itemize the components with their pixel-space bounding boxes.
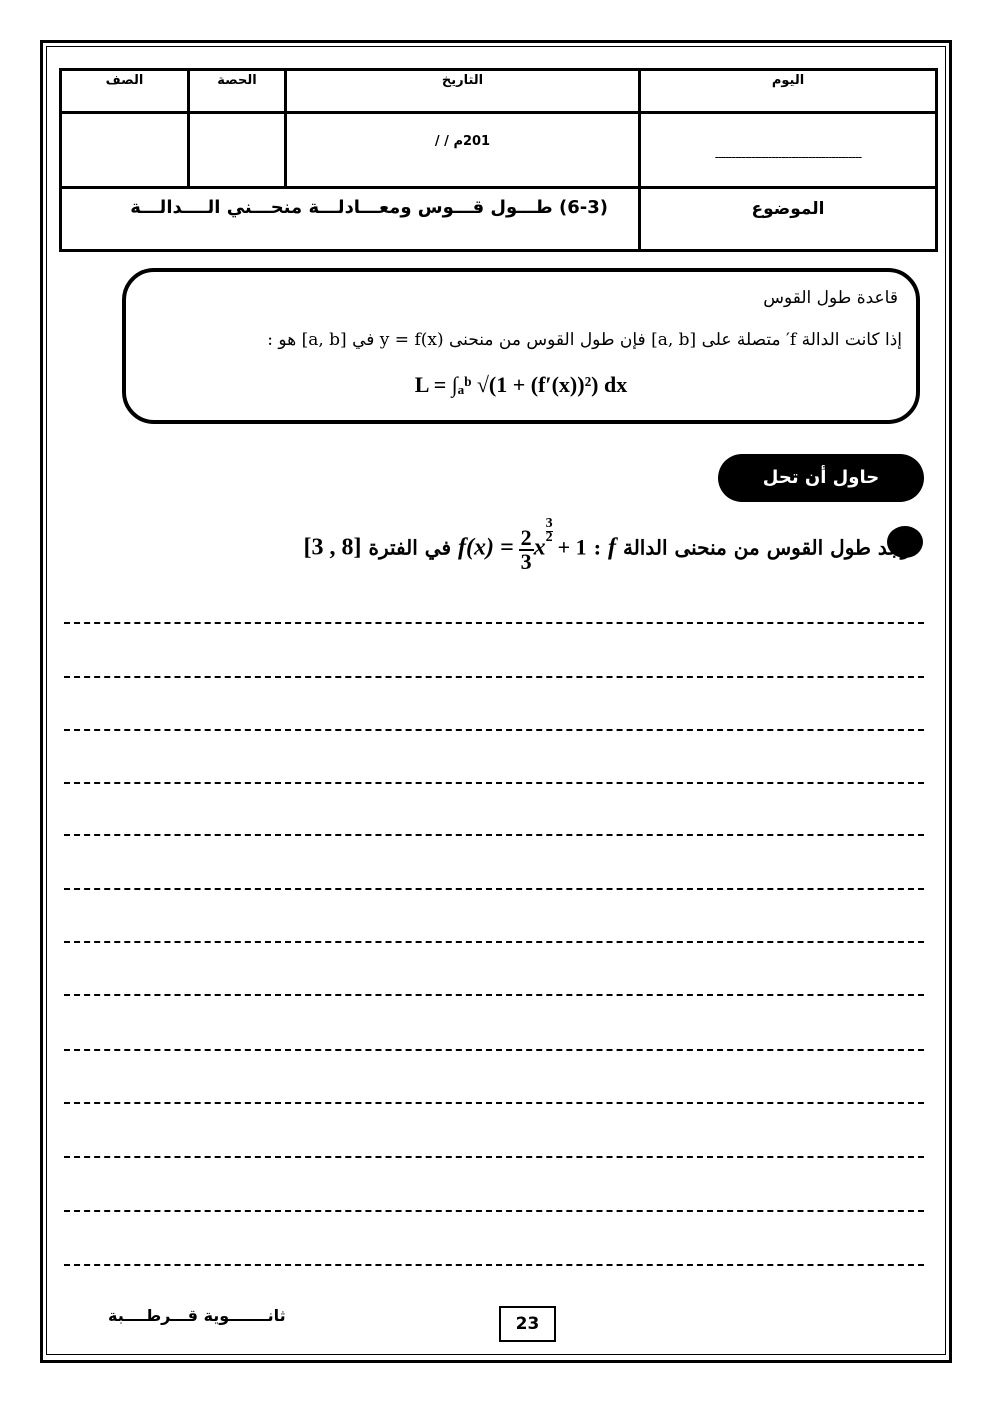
answer-line[interactable]	[64, 1049, 924, 1051]
arc-length-rule-box	[122, 268, 920, 424]
period-value-cell[interactable]	[189, 113, 286, 188]
subject-label: الموضوع	[751, 199, 825, 219]
answer-line[interactable]	[64, 834, 924, 836]
try-to-solve-label: حاول أن تحل	[718, 454, 924, 502]
question	[304, 518, 916, 573]
day-value-cell[interactable]	[640, 113, 937, 188]
period-label: الحصة	[217, 73, 257, 88]
variable-x: x	[533, 534, 546, 561]
date-value: 201م / /	[434, 134, 491, 149]
class-label: الصف	[105, 73, 144, 88]
day-value: --------------------------------------------	[714, 150, 862, 164]
exp-den: 2	[545, 529, 553, 545]
coef-den: 3	[520, 549, 532, 574]
answer-line[interactable]	[64, 676, 924, 678]
school-name: ثانـــــــوية قـــرطــــبة	[108, 1306, 286, 1325]
class-label-cell	[61, 70, 189, 113]
coefficient-fraction	[519, 527, 534, 573]
question-colon: :	[593, 535, 602, 560]
date-label-cell	[286, 70, 640, 113]
rule-statement: إذا كانت الدالة f′ متصلة على [a, b] فإن طول القوس من منحنى y = f(x) في [a, b] هو :	[267, 330, 902, 350]
day-label-cell	[640, 70, 937, 113]
coef-num: 2	[520, 525, 532, 550]
answer-line[interactable]	[64, 888, 924, 890]
exponent-fraction	[546, 518, 553, 544]
lesson-title: (6-3) طـــول قـــوس ومعـــادلـــة منحـــني الــــدالـــة	[61, 188, 640, 251]
answer-line[interactable]	[64, 622, 924, 624]
arc-length-formula: L = ∫ₐᵇ √(1 + (f′(x))²) dx	[414, 372, 628, 397]
subject-label-cell	[640, 188, 937, 251]
interval-text: في الفترة	[368, 535, 452, 560]
date-value-cell[interactable]	[286, 113, 640, 188]
answer-line[interactable]	[64, 1156, 924, 1158]
answer-line[interactable]	[64, 729, 924, 731]
plus-one: + 1	[557, 534, 587, 560]
date-label: التاريخ	[441, 73, 484, 88]
answer-line[interactable]	[64, 1210, 924, 1212]
header-table	[59, 68, 938, 252]
day-label: اليوم	[771, 73, 805, 88]
class-value-cell[interactable]	[61, 113, 189, 188]
question-text: أوجد طول القوس من منحنى الدالة	[622, 535, 916, 560]
answer-line[interactable]	[64, 1264, 924, 1266]
answer-line[interactable]	[64, 782, 924, 784]
exp-num: 3	[545, 516, 553, 531]
page-number: 23	[499, 1306, 556, 1342]
answer-line[interactable]	[64, 1102, 924, 1104]
answer-line[interactable]	[64, 994, 924, 996]
function-expression	[458, 518, 587, 573]
interval-value: [3 , 8]	[303, 534, 362, 561]
function-name: f	[608, 534, 617, 561]
fx-label: f(x) =	[457, 534, 514, 561]
period-label-cell	[189, 70, 286, 113]
rule-title: قاعدة طول القوس	[763, 288, 898, 308]
answer-line[interactable]	[64, 941, 924, 943]
